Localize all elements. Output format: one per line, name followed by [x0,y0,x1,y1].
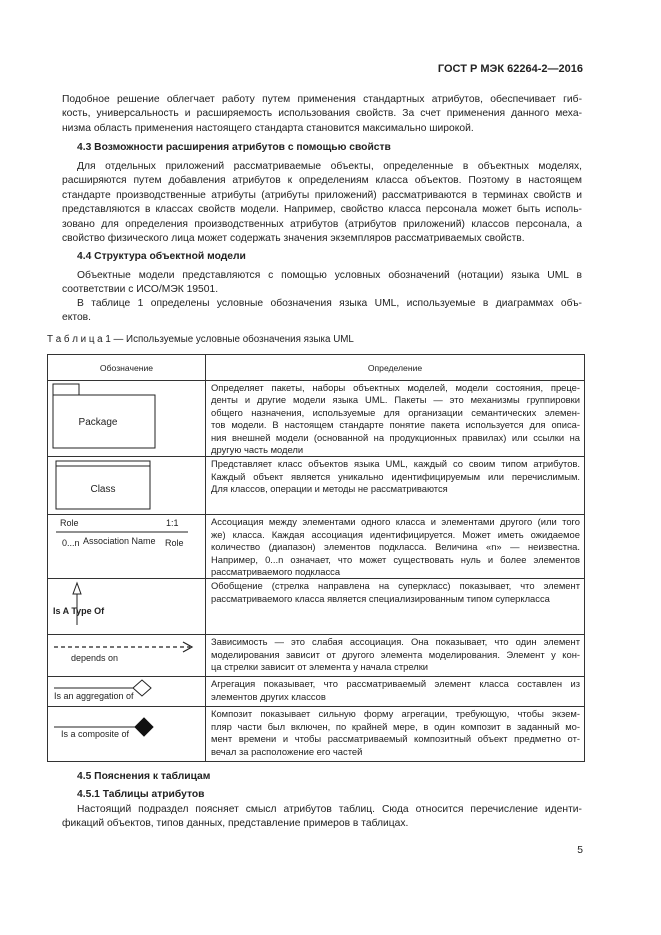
column-header-symbol: Обозначение [48,355,206,381]
package-symbol-cell [48,381,206,457]
generalization-symbol-cell [48,579,206,635]
package-symbol [48,381,206,457]
table-row [48,677,585,707]
text-line: фикаций объектов, типов данных, представление примеров в таблицах. [62,818,409,830]
section-4-3-heading: 4.3 Возможности расширения атрибутов с помощью свойств [77,142,391,153]
text-line: Каждый объект является уникально идентифицируемым или перечислимым. [211,470,580,482]
table-header-row [48,355,585,381]
text-line: мент времени и чтобы рассматриваемый композитный объект предметно от- [211,733,580,745]
table-row [48,515,585,579]
association-multiplicity-right: 1:1 [166,518,179,529]
text-line: кость, универсальность и расширяемость использования свойств. За счет применения данного меха- [62,108,582,120]
standard-number-header: ГОСТ Р МЭК 62264-2—2016 [437,63,583,75]
association-symbol-cell [48,515,206,579]
text-line: Подобное решение облегчает работу путем применения стандартных атрибутов, обеспечивает гиб- [62,94,582,105]
composite-definition [206,707,585,762]
package-tab [53,384,79,395]
text-line: Ассоциация между элементами одного класса и элементами другого (или того [211,516,580,528]
association-role-left: Role [60,518,79,529]
section-4-5-1-paragraph [62,803,582,832]
text-line: моделирования зависит от другого элемента моделирования. Элемент у кон- [211,648,580,660]
text-line: Объектные модели представляются с помощью условных обозначений (нотации) языка UML в [77,270,582,281]
association-symbol [48,515,206,579]
table-row [48,381,585,457]
composite-symbol-cell [48,707,206,762]
text-line: свойство физического лица может содержать значения экземпляров рассматриваемых свойств. [62,233,525,245]
text-line: Настоящий подраздел поясняет смысл атрибутов таблиц. Сюда относится перечисление иденти- [77,804,582,815]
text-line: пляр части был включен, по крайней мере, в один композит в заданный мо- [211,720,580,732]
text-line: расширяются путем добавления атрибутов к определениям класса объектов. Поэтому в настоящем [62,175,582,187]
dependency-symbol [48,635,206,677]
text-line: низма область применения настоящего стандарта становится максимально широкой. [62,122,474,134]
section-4-4-paragraph-1 [62,269,582,298]
text-line: рассматриваемого класса является специализированным типом суперкласса [211,592,550,604]
generalization-arrowhead-icon [73,583,81,594]
dependency-label: depends on [71,653,119,664]
uml-notation-table [47,354,585,762]
text-line: Для классов, операции и методы не рассматриваются [211,483,448,495]
dependency-definition [206,635,585,677]
table-caption: Т а б л и ц а 1 — Используемые условные обозначения языка UML [47,334,354,345]
package-label: Package [78,417,118,428]
aggregation-diamond-icon [133,680,151,696]
section-4-4-heading: 4.4 Структура объектной модели [77,251,246,262]
text-line: представляются в классах свойств модели. Например, свойство класса персонала может быть исполь- [62,204,582,216]
table-row [48,579,585,635]
section-4-4-paragraph-2 [62,297,582,326]
text-line: элементов других классов [211,690,326,702]
column-header-definition: Определение [206,355,585,381]
association-definition [206,515,585,579]
text-line: Определяет пакеты, наборы объектных моделей, модели состояния, преце- [211,382,580,393]
association-name-label: Association Name [83,536,156,547]
generalization-definition [206,579,585,635]
composite-symbol [48,707,206,762]
text-line: Например, 0...n означает, что может существовать нуль и более элементов [211,553,580,565]
class-symbol-cell [48,457,206,515]
page-number: 5 [577,845,583,856]
generalization-label: Is A Type Of [53,606,105,617]
aggregation-label: Is an aggregation of [54,691,134,702]
text-line: Для отдельных приложений рассматриваемые объекты, определенные в объектных моделях, [77,161,582,172]
association-role-right: Role [165,538,184,549]
dependency-symbol-cell [48,635,206,677]
text-line: тов модели. В настоящем стандарте понятие пакета используется для описа- [211,419,580,431]
text-line: вечал за расположение его частей [211,745,363,757]
text-line: Представляет класс объектов языка UML, каждый со своим типом атрибутов. [211,458,580,470]
association-multiplicity-left: 0...n [62,538,80,549]
generalization-symbol [48,579,206,635]
text-line: соответствии с ИСО/МЭК 19501. [62,284,219,296]
text-line: количество (диапазон) элементов подкласса. Величина «n» — неизвестна. [211,541,580,553]
text-line: же) класса. Каждая ассоциация идентифицируется. Может иметь ожидаемое [211,528,580,540]
aggregation-definition [206,677,585,707]
class-definition [206,457,585,515]
text-line: рассматриваемого подкласса [211,566,341,578]
text-line: ца стрелки зависит от элемента у начала стрелки [211,661,429,673]
text-line: Композит показывает сильную форму агрегации, требующую, чтобы экзем- [211,708,580,720]
table-row [48,457,585,515]
text-line: Агрегация показывает, что рассматриваемый элемент класса составлен из [211,678,580,690]
text-line: стандарте производственные атрибуты (атрибуты приложений) рассматриваются в терминах свойств и [62,189,582,201]
text-line: ния внешней модели (основанной на продукционных правилах) или ссылки на [211,431,580,443]
text-line: ектов. [62,312,92,324]
section-4-5-1-heading: 4.5.1 Таблицы атрибутов [77,789,205,800]
text-line: общего назначения, используемые для организации семантических элемен- [211,406,580,418]
class-symbol [48,457,206,515]
intro-paragraph [62,93,582,136]
aggregation-symbol [48,677,206,707]
text-line: Зависимость — это слабая ассоциация. Она показывает, что один элемент [211,636,580,648]
text-line: денты и другие модели языка UML. Пакеты — это механизмы группировки [211,394,580,406]
text-line: В таблице 1 определены условные обозначения языка UML, используемые в диаграммах объ- [77,298,582,309]
composite-diamond-icon [135,718,153,736]
text-line: Обобщение (стрелка направлена на суперкласс) показывает, что элемент [211,580,580,592]
section-4-5-heading: 4.5 Пояснения к таблицам [77,771,211,782]
package-definition [206,381,585,457]
table-row [48,707,585,762]
composite-label: Is a composite of [61,729,130,740]
table-row [48,635,585,677]
section-4-3-paragraph [62,160,582,246]
text-line: другую часть модели [211,444,304,456]
text-line: зовано для определения производственных атрибутов (атрибутов приложений) классов персонала, а [62,218,582,230]
class-label: Class [90,484,116,496]
aggregation-symbol-cell [48,677,206,707]
